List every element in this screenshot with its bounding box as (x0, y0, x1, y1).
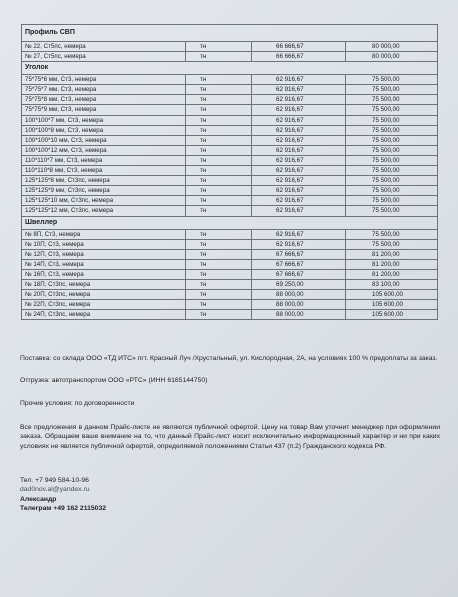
product-name-cell: 125*125*9 мм, Ст3пс, немера (22, 186, 186, 196)
product-name-cell: 110*110*7 мм, Ст3, немера (22, 155, 186, 165)
unit-cell: тн (186, 239, 252, 249)
price-with-vat-cell: 75 500,00 (346, 95, 438, 105)
price-without-vat-cell: 66 666,67 (252, 52, 346, 62)
product-name-cell: 125*125*10 мм, Ст3пс, немера (22, 196, 186, 206)
table-row (22, 95, 438, 105)
product-name-cell: № 27, Ст5пс, немера (22, 52, 186, 62)
unit-cell: тн (186, 52, 252, 62)
contact-telegram: Телеграм +49 162 2115032 (20, 505, 107, 513)
price-with-vat-cell: 105 600,00 (346, 300, 438, 310)
table-row (22, 249, 438, 259)
price-with-vat-cell: 75 500,00 (346, 125, 438, 135)
price-without-vat-cell: 62 916,67 (252, 75, 346, 85)
delivery-terms: Поставка: со склада ООО «ТД ИТС» пгт. Красный Луч /Хрустальный, ул. Кислородная, 2А, на условиях 100 % предоплаты за заказ. (20, 355, 438, 362)
unit-cell: тн (186, 186, 252, 196)
price-without-vat-cell: 62 916,67 (252, 206, 346, 216)
table-row (22, 206, 438, 216)
unit-cell: тн (186, 290, 252, 300)
price-with-vat-cell: 75 500,00 (346, 135, 438, 145)
price-without-vat-cell: 62 916,67 (252, 145, 346, 155)
section-title: Швеллер (22, 216, 438, 229)
product-name-cell: № 22, Ст5пс, немера (22, 42, 186, 52)
price-without-vat-cell: 62 916,67 (252, 176, 346, 186)
price-with-vat-cell: 80 000,00 (346, 42, 438, 52)
unit-cell: тн (186, 85, 252, 95)
unit-cell: тн (186, 300, 252, 310)
price-without-vat-cell: 88 000,00 (252, 290, 346, 300)
price-with-vat-cell: 75 500,00 (346, 206, 438, 216)
price-without-vat-cell: 62 916,67 (252, 155, 346, 165)
price-with-vat-cell: 75 500,00 (346, 155, 438, 165)
unit-cell: тн (186, 166, 252, 176)
price-with-vat-cell: 75 500,00 (346, 145, 438, 155)
product-name-cell: № 22П, Ст3пс, немера (22, 300, 186, 310)
price-with-vat-cell: 75 500,00 (346, 229, 438, 239)
product-name-cell: 75*75*9 мм, Ст3, немера (22, 105, 186, 115)
table-row (22, 52, 438, 62)
price-with-vat-cell: 105 600,00 (346, 290, 438, 300)
unit-cell: тн (186, 279, 252, 289)
table-row (22, 155, 438, 165)
section-header-row (22, 62, 438, 75)
price-with-vat-cell: 81 200,00 (346, 259, 438, 269)
price-without-vat-cell: 66 666,67 (252, 42, 346, 52)
unit-cell: тн (186, 105, 252, 115)
unit-cell: тн (186, 176, 252, 186)
contact-phone: Тел. +7 949 584-10-96 (20, 476, 89, 484)
product-name-cell: № 24П, Ст3пс, немера (22, 310, 186, 320)
table-row (22, 75, 438, 85)
contacts-block (20, 476, 440, 514)
unit-cell: тн (186, 42, 252, 52)
product-name-cell: 100*100*8 мм, Ст3, немера (22, 125, 186, 135)
product-name-cell: 125*125*12 мм, Ст3пс, немера (22, 206, 186, 216)
unit-cell: тн (186, 196, 252, 206)
table-row (22, 42, 438, 52)
price-without-vat-cell: 62 916,67 (252, 135, 346, 145)
unit-cell: тн (186, 95, 252, 105)
table-row (22, 145, 438, 155)
price-with-vat-cell: 75 500,00 (346, 166, 438, 176)
table-row (22, 229, 438, 239)
unit-cell: тн (186, 135, 252, 145)
unit-cell: тн (186, 155, 252, 165)
section-header-row (22, 216, 438, 229)
shipping-terms: Отгрузка: автотранспортом ООО «РТС» (ИНН 6165144750) (20, 376, 208, 384)
unit-cell: тн (186, 310, 252, 320)
product-name-cell: 100*100*12 мм, Ст3, немера (22, 145, 186, 155)
table-row (22, 166, 438, 176)
price-with-vat-cell: 81 200,00 (346, 249, 438, 259)
section-title: Уголок (22, 62, 438, 75)
unit-cell: тн (186, 125, 252, 135)
table-row (22, 290, 438, 300)
section-title: Профиль СВП (22, 25, 438, 42)
table-row (22, 269, 438, 279)
price-with-vat-cell: 83 100,00 (346, 279, 438, 289)
price-without-vat-cell: 69 250,00 (252, 279, 346, 289)
table-row (22, 279, 438, 289)
unit-cell: тн (186, 206, 252, 216)
product-name-cell: № 20П, Ст3пс, немера (22, 290, 186, 300)
price-without-vat-cell: 88 000,00 (252, 300, 346, 310)
price-with-vat-cell: 75 500,00 (346, 85, 438, 95)
unit-cell: тн (186, 145, 252, 155)
unit-cell: тн (186, 75, 252, 85)
table-row (22, 176, 438, 186)
price-with-vat-cell: 80 000,00 (346, 52, 438, 62)
table-row (22, 259, 438, 269)
table-row (22, 196, 438, 206)
product-name-cell: № 18П, Ст3пс, немера (22, 279, 186, 289)
product-name-cell: 110*110*8 мм, Ст3, немера (22, 166, 186, 176)
product-name-cell: № 12П, Ст3, немера (22, 249, 186, 259)
product-name-cell: 100*100*7 мм, Ст3, немера (22, 115, 186, 125)
table-row (22, 105, 438, 115)
public-offer-disclaimer: Все предложения в данном Прайс-листе не являются публичной офертой. Цену на товар Вам уточнит менеджер при оформлении заказа. Обращаем ваше внимание на то, что данный Прайс-лист носит исключительно информационный характер и ни при каких условиях не является публичной офертой, определяемой положениями Статьи 437 (п.2) Гражданского кодекса РФ. (20, 423, 440, 450)
other-terms: Прочие условия: по договоренности (20, 400, 135, 408)
unit-cell: тн (186, 229, 252, 239)
product-name-cell: 125*125*8 мм, Ст3пс, немера (22, 176, 186, 186)
terms-notes (20, 354, 440, 514)
unit-cell: тн (186, 249, 252, 259)
price-without-vat-cell: 62 916,67 (252, 95, 346, 105)
price-without-vat-cell: 62 916,67 (252, 105, 346, 115)
price-with-vat-cell: 75 500,00 (346, 115, 438, 125)
table-row (22, 186, 438, 196)
unit-cell: тн (186, 259, 252, 269)
contact-name: Александр (20, 495, 57, 503)
price-with-vat-cell: 75 500,00 (346, 196, 438, 206)
product-name-cell: № 16П, Ст3, немера (22, 269, 186, 279)
price-without-vat-cell: 62 916,67 (252, 186, 346, 196)
product-name-cell: 75*75*7 мм, Ст3, немера (22, 85, 186, 95)
price-without-vat-cell: 67 666,67 (252, 249, 346, 259)
unit-cell: тн (186, 269, 252, 279)
price-without-vat-cell: 62 916,67 (252, 239, 346, 249)
product-name-cell: 75*75*8 мм, Ст3, немера (22, 95, 186, 105)
price-without-vat-cell: 62 916,67 (252, 229, 346, 239)
table-row (22, 135, 438, 145)
product-name-cell: 100*100*10 мм, Ст3, немера (22, 135, 186, 145)
price-without-vat-cell: 67 666,67 (252, 259, 346, 269)
price-with-vat-cell: 75 500,00 (346, 186, 438, 196)
price-with-vat-cell: 81 200,00 (346, 269, 438, 279)
table-row (22, 125, 438, 135)
price-without-vat-cell: 62 916,67 (252, 196, 346, 206)
table-row (22, 239, 438, 249)
product-name-cell: № 8П, Ст3, немера (22, 229, 186, 239)
table-row (22, 115, 438, 125)
price-with-vat-cell: 105 600,00 (346, 310, 438, 320)
product-name-cell: № 14П, Ст3, немера (22, 259, 186, 269)
price-without-vat-cell: 62 916,67 (252, 115, 346, 125)
price-without-vat-cell: 62 916,67 (252, 85, 346, 95)
price-table (21, 24, 438, 320)
price-without-vat-cell: 62 916,67 (252, 125, 346, 135)
price-without-vat-cell: 62 916,67 (252, 166, 346, 176)
table-row (22, 300, 438, 310)
price-without-vat-cell: 67 666,67 (252, 269, 346, 279)
contact-email: dad0nov.al@yandex.ru (20, 486, 90, 494)
price-without-vat-cell: 88 000,00 (252, 310, 346, 320)
price-with-vat-cell: 75 500,00 (346, 239, 438, 249)
price-with-vat-cell: 75 500,00 (346, 176, 438, 186)
section-header-row (22, 25, 438, 42)
table-row (22, 85, 438, 95)
unit-cell: тн (186, 115, 252, 125)
product-name-cell: 75*75*6 мм, Ст3, немера (22, 75, 186, 85)
product-name-cell: № 10П, Ст3, немера (22, 239, 186, 249)
table-row (22, 310, 438, 320)
price-with-vat-cell: 75 500,00 (346, 105, 438, 115)
price-with-vat-cell: 75 500,00 (346, 75, 438, 85)
